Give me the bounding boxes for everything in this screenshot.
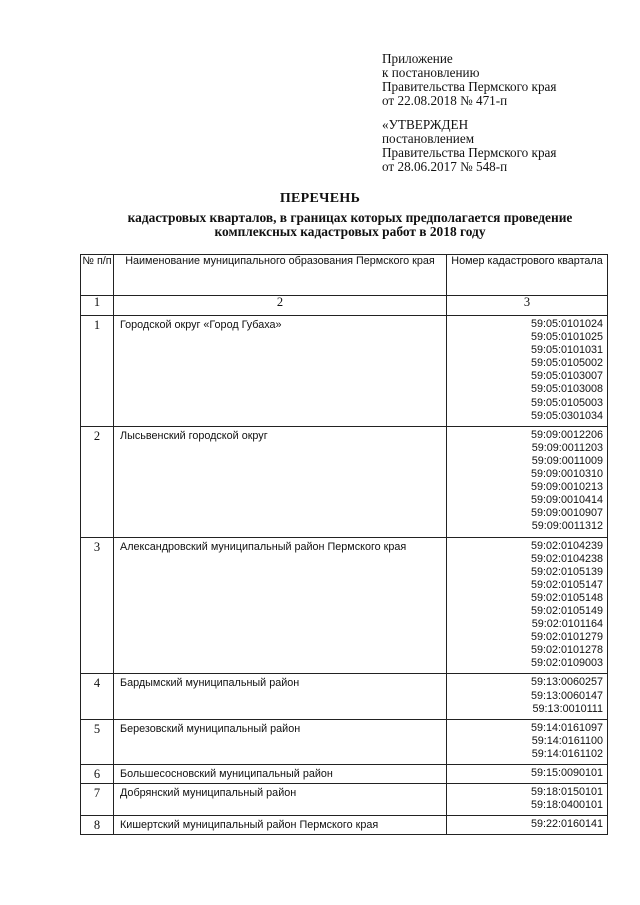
appendix-line: от 22.08.2018 № 471-п [382, 93, 508, 108]
column-number: 3 [447, 296, 608, 316]
row-number: 4 [81, 674, 114, 719]
cadastral-code: 59:02:0105148 [530, 591, 603, 604]
approved-block [382, 118, 622, 174]
municipality-name: Городской округ «Город Губаха» [114, 316, 447, 427]
cadastral-codes-cell [447, 765, 608, 784]
cadastral-codes-cell [447, 426, 608, 537]
cadastral-codes-cell [447, 537, 608, 674]
cadastral-code: 59:09:0010310 [530, 468, 603, 481]
row-number: 5 [81, 719, 114, 764]
appendix-line: к постановлению [382, 65, 480, 80]
table-body [81, 316, 608, 835]
municipality-name: Бардымский муниципальный район [114, 674, 447, 719]
municipality-name: Березовский муниципальный район [114, 719, 447, 764]
cadastral-code: 59:05:0105002 [530, 357, 603, 370]
cadastral-code: 59:09:0011203 [531, 441, 603, 454]
row-number: 8 [81, 816, 114, 835]
cadastral-code: 59:05:0103007 [530, 370, 603, 383]
subtitle-line: кадастровых кварталов, в границах которых предполагается проведение [127, 210, 573, 225]
table-row [81, 816, 608, 835]
cadastral-code: 59:09:0012206 [530, 428, 603, 441]
document-title: ПЕРЕЧЕНЬ [279, 191, 361, 206]
column-number-row [81, 296, 608, 316]
municipality-name: Добрянский муниципальный район [114, 784, 447, 816]
cadastral-quarters-table [80, 254, 608, 835]
document-subtitle [60, 211, 640, 239]
cadastral-code: 59:13:0060257 [530, 676, 603, 689]
column-number: 1 [81, 296, 114, 316]
cadastral-codes-cell [447, 816, 608, 835]
cadastral-codes-cell [447, 784, 608, 816]
column-number: 2 [114, 296, 447, 316]
cadastral-code: 59:14:0161097 [530, 721, 603, 734]
municipality-name: Большесосновский муниципальный район [114, 765, 447, 784]
row-number: 7 [81, 784, 114, 816]
cadastral-code: 59:02:0105139 [530, 565, 603, 578]
appendix-line: Правительства Пермского края [382, 79, 557, 94]
cadastral-code: 59:18:0400101 [530, 799, 603, 812]
approved-line: от 28.06.2017 № 548-п [382, 159, 508, 174]
table-row [81, 784, 608, 816]
cadastral-code: 59:05:0101031 [530, 344, 603, 357]
column-header-number: № п/п [81, 255, 114, 296]
table-header-row [81, 255, 608, 296]
cadastral-code: 59:09:0011312 [531, 520, 603, 533]
subtitle-line: комплексных кадастровых работ в 2018 году [214, 224, 486, 239]
table-row [81, 719, 608, 764]
cadastral-code: 59:13:0060147 [530, 689, 603, 702]
cadastral-code: 59:14:0161102 [531, 747, 603, 760]
row-number: 6 [81, 765, 114, 784]
column-header-name: Наименование муниципального образования Пермского края [114, 255, 447, 296]
row-number: 1 [81, 316, 114, 427]
municipality-name: Александровский муниципальный район Пермского края [114, 537, 447, 674]
row-number: 3 [81, 537, 114, 674]
table-row [81, 674, 608, 719]
table-row [81, 765, 608, 784]
cadastral-code: 59:09:0010907 [530, 507, 603, 520]
approved-line: постановлением [382, 131, 475, 146]
cadastral-code: 59:02:0101279 [530, 631, 603, 644]
cadastral-code: 59:09:0011009 [531, 454, 603, 467]
cadastral-code: 59:05:0103008 [530, 383, 603, 396]
cadastral-code: 59:13:0010111 [532, 702, 603, 715]
column-header-code: Номер кадастрового квартала [447, 255, 608, 296]
cadastral-codes-cell [447, 674, 608, 719]
cadastral-code: 59:02:0101278 [530, 644, 603, 657]
cadastral-code: 59:15:0090101 [530, 767, 603, 779]
cadastral-code: 59:02:0105147 [530, 578, 603, 591]
cadastral-code: 59:02:0109003 [530, 657, 603, 670]
cadastral-code: 59:18:0150101 [530, 786, 603, 799]
cadastral-code: 59:05:0301034 [530, 409, 603, 422]
appendix-block [382, 52, 622, 108]
cadastral-code: 59:09:0010213 [530, 481, 603, 494]
approved-line: Правительства Пермского края [382, 145, 557, 160]
municipality-name: Кишертский муниципальный район Пермского края [114, 816, 447, 835]
cadastral-code: 59:14:0161100 [531, 734, 603, 747]
approved-line: «УТВЕРЖДЕН [382, 117, 469, 132]
municipality-name: Лысьвенский городской округ [114, 426, 447, 537]
cadastral-code: 59:05:0101025 [530, 331, 603, 344]
cadastral-codes-cell [447, 316, 608, 427]
cadastral-code: 59:05:0105003 [530, 396, 603, 409]
row-number: 2 [81, 426, 114, 537]
cadastral-code: 59:02:0101164 [531, 618, 603, 631]
cadastral-code: 59:09:0010414 [530, 494, 603, 507]
table-row [81, 426, 608, 537]
cadastral-code: 59:22:0160141 [530, 818, 603, 831]
cadastral-code: 59:02:0104238 [530, 552, 603, 565]
appendix-line: Приложение [382, 51, 453, 66]
table-row [81, 537, 608, 674]
cadastral-codes-cell [447, 719, 608, 764]
cadastral-code: 59:02:0105149 [530, 604, 603, 617]
cadastral-code: 59:02:0104239 [530, 539, 603, 552]
cadastral-code: 59:05:0101024 [530, 318, 603, 330]
table-row [81, 316, 608, 427]
